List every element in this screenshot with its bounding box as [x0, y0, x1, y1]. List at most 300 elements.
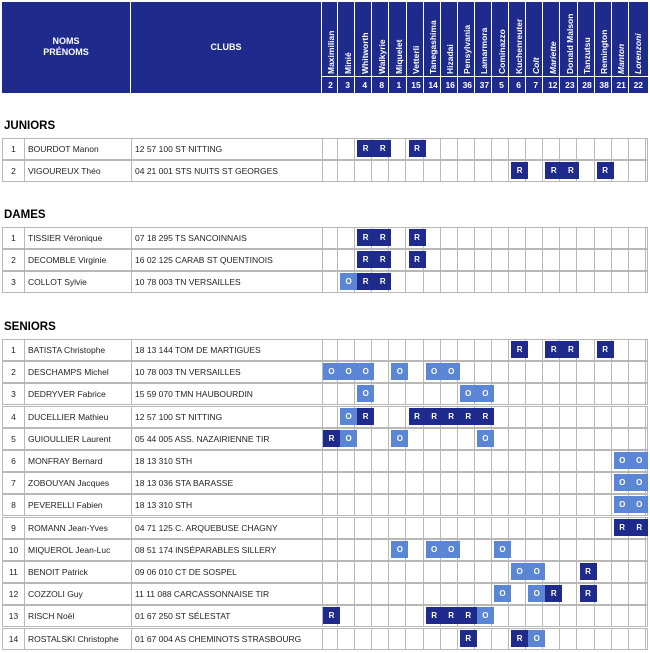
weapon-cell: [578, 228, 595, 248]
weapon-cell: [424, 161, 441, 181]
weapon-cell: [526, 629, 543, 649]
weapon-cell: [560, 606, 577, 626]
weapon-cell: [372, 451, 389, 471]
weapon-cell: [407, 250, 424, 270]
table-row: [2, 428, 648, 450]
section-title: JUNIORS: [4, 120, 56, 132]
column-header-number: 1: [396, 80, 402, 90]
result-badge-o: O: [477, 607, 494, 624]
result-badge-r: R: [562, 162, 579, 179]
result-badge-o: O: [460, 385, 477, 402]
result-badge-o: O: [443, 363, 460, 380]
weapon-cell: [458, 473, 475, 493]
weapon-cell: [321, 540, 338, 560]
weapon-cell: [612, 540, 629, 560]
table-row: [2, 383, 648, 405]
weapon-cell: [629, 451, 646, 471]
weapon-cell: [526, 540, 543, 560]
weapon-cell: [560, 161, 577, 181]
weapon-cell: [560, 540, 577, 560]
weapon-cell: [355, 272, 372, 292]
weapon-cell: [595, 584, 612, 604]
section-title: SENIORS: [4, 321, 56, 333]
result-badge-r: R: [511, 630, 528, 647]
weapon-cell: [492, 629, 509, 649]
weapon-cell: [595, 540, 612, 560]
result-badge-r: R: [409, 140, 426, 157]
weapon-cell: [509, 340, 526, 360]
weapon-cell: [543, 139, 560, 159]
row-index: 10: [3, 540, 25, 560]
result-badge-r: R: [323, 430, 340, 447]
weapon-cell: [526, 518, 543, 538]
weapon-cell: [458, 161, 475, 181]
weapon-cell: [629, 429, 646, 449]
column-header-number: 15: [411, 80, 421, 90]
result-badge-r: R: [597, 341, 614, 358]
row-index: 3: [3, 384, 25, 404]
result-badge-o: O: [528, 630, 545, 647]
weapon-cell: [578, 540, 595, 560]
weapon-cell: [629, 250, 646, 270]
weapon-cell: [492, 562, 509, 582]
weapon-cell: [629, 272, 646, 292]
club-name: 16 02 125 CARAB ST QUENTINOIS: [132, 250, 323, 270]
row-index: 1: [3, 139, 25, 159]
weapon-cell: [372, 362, 389, 382]
weapon-cell: [407, 518, 424, 538]
club-name: 18 13 036 STA BARASSE: [132, 473, 323, 493]
weapon-cell: [595, 518, 612, 538]
weapon-cell: [629, 384, 646, 404]
weapon-cell: [475, 540, 492, 560]
weapon-cell: [458, 272, 475, 292]
column-header-number: 6: [516, 80, 521, 90]
result-badge-r: R: [357, 408, 374, 425]
club-name: 18 13 310 STH: [132, 495, 323, 515]
weapon-cell: [338, 362, 355, 382]
result-badge-r: R: [580, 563, 597, 580]
column-header-name: Cominazzo: [496, 29, 507, 74]
weapon-cell: [458, 384, 475, 404]
weapon-cell: [321, 429, 338, 449]
weapon-cell: [372, 495, 389, 515]
weapon-cell: [629, 407, 646, 427]
table-row: [2, 271, 648, 293]
result-badge-r: R: [357, 251, 374, 268]
weapon-cell: [355, 228, 372, 248]
result-badge-o: O: [477, 430, 494, 447]
row-index: 2: [3, 161, 25, 181]
result-badge-o: O: [511, 563, 528, 580]
weapon-cell: [424, 340, 441, 360]
weapon-cell: [389, 584, 406, 604]
weapon-cell: [578, 473, 595, 493]
weapon-cell: [560, 429, 577, 449]
weapon-cell: [355, 429, 372, 449]
weapon-cell: [492, 584, 509, 604]
result-badge-o: O: [323, 363, 340, 380]
weapon-cell: [424, 495, 441, 515]
weapon-cell: [509, 451, 526, 471]
weapon-cell: [629, 340, 646, 360]
row-index: 13: [3, 606, 25, 626]
column-header-number: 3: [345, 80, 350, 90]
weapon-cell: [372, 562, 389, 582]
weapon-cell: [543, 473, 560, 493]
weapon-cell: [543, 407, 560, 427]
result-badge-r: R: [409, 229, 426, 246]
weapon-cell: [389, 340, 406, 360]
weapon-cell: [578, 340, 595, 360]
weapon-cell: [441, 362, 458, 382]
weapon-cell: [338, 629, 355, 649]
result-badge-o: O: [340, 363, 357, 380]
weapon-cell: [475, 606, 492, 626]
club-name: 12 57 100 ST NITTING: [132, 139, 323, 159]
weapon-cell: [526, 272, 543, 292]
weapon-cell: [475, 473, 492, 493]
weapon-cell: [441, 340, 458, 360]
column-header-name: Lamarmora: [479, 27, 490, 74]
weapon-cell: [492, 384, 509, 404]
result-badge-r: R: [357, 140, 374, 157]
weapon-cell: [355, 139, 372, 159]
column-header-name: Colt: [530, 57, 541, 74]
weapon-cell: [475, 429, 492, 449]
weapon-cell: [509, 629, 526, 649]
table-row: [2, 494, 648, 516]
club-name: 18 13 144 TOM DE MARTIGUES: [132, 340, 323, 360]
weapon-cell: [355, 451, 372, 471]
weapon-cell: [560, 272, 577, 292]
weapon-cell: [612, 340, 629, 360]
header-divider: [628, 2, 629, 93]
column-header-name: Lorenzoni: [633, 33, 644, 74]
weapon-cell: [355, 606, 372, 626]
weapon-cell: [338, 429, 355, 449]
weapon-cell: [629, 362, 646, 382]
weapon-cell: [321, 340, 338, 360]
weapon-cell: [407, 606, 424, 626]
weapon-cell: [458, 250, 475, 270]
column-header-name: Vetterli: [411, 45, 421, 74]
column-header-number: 2: [328, 80, 333, 90]
result-badge-r: R: [323, 607, 340, 624]
weapon-cell: [372, 473, 389, 493]
weapon-cell: [407, 473, 424, 493]
row-index: 6: [3, 451, 25, 471]
weapon-cell: [492, 272, 509, 292]
weapon-cell: [526, 228, 543, 248]
weapon-cell: [407, 228, 424, 248]
weapon-cell: [458, 584, 475, 604]
competitor-name: ROSTALSKI Christophe: [25, 629, 132, 649]
weapon-cell: [441, 407, 458, 427]
weapon-cell: [492, 451, 509, 471]
weapon-cell: [560, 562, 577, 582]
weapon-cell: [612, 139, 629, 159]
weapon-cell: [424, 540, 441, 560]
weapon-cell: [509, 250, 526, 270]
weapon-cell: [424, 562, 441, 582]
weapon-cell: [355, 495, 372, 515]
weapon-cell: [612, 451, 629, 471]
weapon-cell: [492, 429, 509, 449]
weapon-cell: [441, 562, 458, 582]
competitor-name: TISSIER Véronique: [25, 228, 132, 248]
weapon-cell: [560, 384, 577, 404]
weapon-cell: [389, 562, 406, 582]
weapon-cell: [492, 473, 509, 493]
weapon-cell: [389, 161, 406, 181]
result-badge-r: R: [562, 341, 579, 358]
header-divider: [371, 2, 372, 93]
result-badge-o: O: [391, 430, 408, 447]
weapon-cell: [424, 451, 441, 471]
weapon-cell: [543, 451, 560, 471]
column-header-number: 36: [462, 80, 473, 90]
weapon-cell: [389, 518, 406, 538]
weapon-cell: [578, 584, 595, 604]
weapon-cell: [338, 384, 355, 404]
weapon-cell: [407, 629, 424, 649]
competitor-name: GUIOULLIER Laurent: [25, 429, 132, 449]
row-index: 11: [3, 562, 25, 582]
header-divider: [525, 2, 526, 93]
weapon-cell: [543, 384, 560, 404]
row-index: 2: [3, 250, 25, 270]
weapon-cell: [612, 584, 629, 604]
column-header-number: 28: [582, 80, 592, 90]
table-row: [2, 561, 648, 583]
weapon-cell: [595, 340, 612, 360]
club-name: 08 51 174 INSÉPARABLES SILLERY: [132, 540, 323, 560]
weapon-cell: [492, 139, 509, 159]
weapon-cell: [441, 451, 458, 471]
weapon-cell: [509, 407, 526, 427]
weapon-cell: [355, 362, 372, 382]
competitor-name: COLLOT Sylvie: [25, 272, 132, 292]
weapon-cell: [595, 407, 612, 427]
weapon-cell: [612, 562, 629, 582]
weapon-cell: [526, 429, 543, 449]
weapon-cell: [372, 272, 389, 292]
weapon-cell: [560, 362, 577, 382]
weapon-cell: [492, 250, 509, 270]
weapon-cell: [372, 407, 389, 427]
weapon-cell: [595, 473, 612, 493]
weapon-cell: [509, 562, 526, 582]
weapon-cell: [560, 518, 577, 538]
weapon-cell: [543, 429, 560, 449]
weapon-cell: [321, 272, 338, 292]
weapon-cell: [578, 606, 595, 626]
club-name: 15 59 070 TMN HAUBOURDIN: [132, 384, 323, 404]
table-row: [2, 472, 648, 494]
result-badge-o: O: [340, 430, 357, 447]
column-header-name: Maximilian: [325, 30, 336, 74]
weapon-cell: [424, 584, 441, 604]
weapon-cell: [509, 272, 526, 292]
result-badge-o: O: [426, 541, 443, 558]
weapon-cell: [441, 429, 458, 449]
column-header-number: 7: [533, 80, 539, 90]
weapon-cell: [338, 495, 355, 515]
weapon-cell: [389, 228, 406, 248]
result-badge-o: O: [528, 563, 545, 580]
row-index: 1: [3, 340, 25, 360]
weapon-cell: [560, 228, 577, 248]
competitor-name: COZZOLI Guy: [25, 584, 132, 604]
weapon-cell: [458, 495, 475, 515]
weapon-cell: [458, 606, 475, 626]
header-divider: [337, 2, 338, 93]
weapon-cell: [509, 161, 526, 181]
weapon-cell: [560, 584, 577, 604]
column-header-name: Manton: [616, 43, 627, 74]
weapon-cell: [543, 362, 560, 382]
weapon-cell: [475, 272, 492, 292]
result-badge-r: R: [631, 519, 648, 536]
weapon-cell: [458, 407, 475, 427]
weapon-cell: [492, 362, 509, 382]
weapon-cell: [372, 161, 389, 181]
weapon-cell: [492, 228, 509, 248]
weapon-cell: [629, 629, 646, 649]
weapon-cell: [424, 629, 441, 649]
weapon-cell: [458, 451, 475, 471]
weapon-cell: [441, 518, 458, 538]
weapon-cell: [458, 340, 475, 360]
weapon-cell: [441, 629, 458, 649]
result-badge-o: O: [357, 385, 374, 402]
weapon-cell: [424, 606, 441, 626]
weapon-cell: [407, 540, 424, 560]
result-badge-r: R: [614, 519, 631, 536]
weapon-cell: [595, 384, 612, 404]
header-divider: [508, 2, 509, 93]
weapon-cell: [389, 362, 406, 382]
club-name: 05 44 005 ASS. NAZAIRIENNE TIR: [132, 429, 323, 449]
weapon-cell: [612, 407, 629, 427]
weapon-cell: [612, 384, 629, 404]
weapon-cell: [372, 518, 389, 538]
weapon-cell: [543, 250, 560, 270]
weapon-cell: [595, 495, 612, 515]
competitor-name: VIGOUREUX Théo: [25, 161, 132, 181]
weapon-cell: [372, 584, 389, 604]
weapon-cell: [560, 473, 577, 493]
weapon-cell: [338, 451, 355, 471]
weapon-cell: [543, 340, 560, 360]
weapon-cell: [458, 362, 475, 382]
result-badge-r: R: [460, 607, 477, 624]
weapon-cell: [372, 429, 389, 449]
weapon-cell: [629, 495, 646, 515]
table-row: [2, 450, 648, 472]
weapon-cell: [355, 473, 372, 493]
weapon-cell: [458, 562, 475, 582]
weapon-cell: [389, 451, 406, 471]
header-divider: [577, 2, 578, 93]
weapon-cell: [492, 161, 509, 181]
weapon-cell: [338, 272, 355, 292]
weapon-cell: [543, 161, 560, 181]
weapon-cell: [407, 340, 424, 360]
row-index: 14: [3, 629, 25, 649]
club-name: 01 67 250 ST SÉLESTAT: [132, 606, 323, 626]
competitor-name: DECOMBLE Virginie: [25, 250, 132, 270]
result-badge-r: R: [545, 162, 562, 179]
result-badge-r: R: [374, 229, 391, 246]
weapon-cell: [321, 384, 338, 404]
weapon-cell: [526, 606, 543, 626]
result-badge-o: O: [391, 363, 408, 380]
weapon-cell: [424, 518, 441, 538]
weapon-cell: [526, 562, 543, 582]
weapon-cell: [612, 161, 629, 181]
table-row: [2, 249, 648, 271]
weapon-cell: [509, 540, 526, 560]
weapon-cell: [389, 473, 406, 493]
weapon-cell: [475, 562, 492, 582]
weapon-cell: [509, 228, 526, 248]
weapon-cell: [355, 407, 372, 427]
weapon-cell: [526, 161, 543, 181]
header-divider: [440, 2, 441, 93]
row-index: 7: [3, 473, 25, 493]
result-badge-o: O: [494, 541, 511, 558]
weapon-cell: [441, 272, 458, 292]
row-index: 1: [3, 228, 25, 248]
weapon-cell: [612, 250, 629, 270]
weapon-cell: [424, 272, 441, 292]
weapon-cell: [321, 228, 338, 248]
weapon-cell: [321, 562, 338, 582]
column-header-name: Remington: [599, 29, 610, 74]
weapon-cell: [526, 340, 543, 360]
weapon-cell: [612, 228, 629, 248]
column-header-name: Whitworth: [359, 32, 370, 74]
weapon-cell: [509, 362, 526, 382]
weapon-cell: [407, 384, 424, 404]
weapon-cell: [424, 473, 441, 493]
weapon-cell: [492, 540, 509, 560]
column-header-name: Walkyrie: [376, 39, 387, 74]
weapon-cell: [355, 384, 372, 404]
weapon-cell: [338, 161, 355, 181]
weapon-cell: [441, 250, 458, 270]
competitor-name: RISCH Noël: [25, 606, 132, 626]
competitor-name: DESCHAMPS Michel: [25, 362, 132, 382]
weapon-cell: [475, 629, 492, 649]
section-title: DAMES: [4, 209, 46, 221]
header-divider: [388, 2, 389, 93]
weapon-cell: [475, 250, 492, 270]
result-badge-o: O: [340, 273, 357, 290]
result-badge-o: O: [614, 452, 631, 469]
result-badge-o: O: [426, 363, 443, 380]
weapon-cell: [612, 362, 629, 382]
weapon-cell: [424, 228, 441, 248]
weapon-cell: [595, 228, 612, 248]
weapon-cell: [475, 407, 492, 427]
result-badge-o: O: [631, 496, 648, 513]
weapon-cell: [475, 161, 492, 181]
result-badge-r: R: [511, 341, 528, 358]
weapon-cell: [492, 495, 509, 515]
